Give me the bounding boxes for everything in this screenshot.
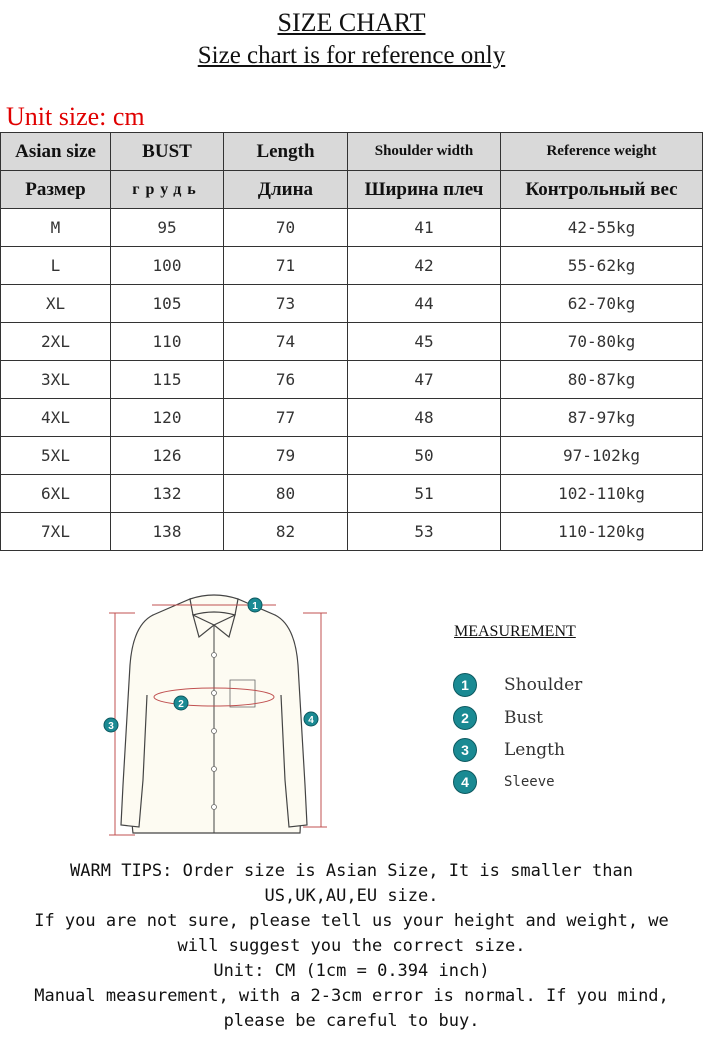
table-cell: 5XL [1,437,111,475]
measurement-heading: MEASUREMENT [454,623,576,640]
header-row-ru [1,171,703,209]
header-cell: Длина [224,171,348,209]
table-cell: 100 [111,247,224,285]
table-cell: 42 [348,247,501,285]
table-cell: L [1,247,111,285]
table-cell: XL [1,285,111,323]
number-badge-icon: 1 [453,673,477,697]
number-badge-icon: 2 [453,706,477,730]
table-cell: 126 [111,437,224,475]
table-cell: M [1,209,111,247]
warm-tips [0,859,703,1034]
unit-label: Unit size: cm [6,102,145,131]
table-row [1,437,703,475]
table-cell: 47 [348,361,501,399]
legend-label: Bust [504,708,543,728]
table-cell: 79 [224,437,348,475]
size-table [0,132,703,551]
table-cell: 6XL [1,475,111,513]
legend-item-length [453,738,565,762]
table-row [1,247,703,285]
table-cell: 74 [224,323,348,361]
header-cell: Shoulder width [348,133,501,171]
table-cell: 51 [348,475,501,513]
table-cell: 55-62kg [501,247,703,285]
table-cell: 70 [224,209,348,247]
table-cell: 45 [348,323,501,361]
tip-line: Unit: CM (1cm = 0.394 inch) [213,961,490,981]
table-cell: 70-80kg [501,323,703,361]
table-cell: 76 [224,361,348,399]
table-cell: 115 [111,361,224,399]
table-row [1,323,703,361]
tip-line: will suggest you the correct size. [177,936,526,956]
table-cell: 97-102kg [501,437,703,475]
marker-1: 1 [252,601,258,612]
table-row [1,285,703,323]
page-title: SIZE CHART [277,8,426,37]
table-cell: 132 [111,475,224,513]
table-cell: 71 [224,247,348,285]
table-cell: 41 [348,209,501,247]
tip-line: WARM TIPS: Order size is Asian Size, It is smaller than [70,861,633,881]
table-cell: 62-70kg [501,285,703,323]
table-cell: 77 [224,399,348,437]
table-row [1,513,703,551]
marker-2: 2 [178,699,184,710]
table-cell: 50 [348,437,501,475]
table-cell: 3XL [1,361,111,399]
page-subtitle: Size chart is for reference only [197,42,506,69]
table-cell: 82 [224,513,348,551]
table-cell: 4XL [1,399,111,437]
table-row [1,209,703,247]
legend-item-shoulder [453,673,583,697]
tip-line: please be careful to buy. [223,1011,480,1031]
table-cell: 110 [111,323,224,361]
shirt-diagram [95,585,335,850]
header-cell: Asian size [1,133,111,171]
header-cell: Ширина плеч [348,171,501,209]
table-cell: 87-97kg [501,399,703,437]
table-cell: 7XL [1,513,111,551]
marker-3: 3 [108,721,114,732]
table-cell: 53 [348,513,501,551]
header-cell: грудь [111,171,224,209]
marker-4: 4 [308,715,314,726]
table-cell: 73 [224,285,348,323]
number-badge-icon: 3 [453,738,477,762]
tip-line: US,UK,AU,EU size. [264,886,439,906]
table-row [1,475,703,513]
table-cell: 120 [111,399,224,437]
tip-line: If you are not sure, please tell us your height and weight, we [34,911,669,931]
table-cell: 2XL [1,323,111,361]
legend-label: Shoulder [504,675,583,695]
header-cell: BUST [111,133,224,171]
header-cell: Контрольный вес [501,171,703,209]
table-cell: 80 [224,475,348,513]
legend-label: Length [504,740,565,760]
table-row [1,399,703,437]
table-cell: 138 [111,513,224,551]
table-cell: 105 [111,285,224,323]
table-cell: 95 [111,209,224,247]
header-cell: Length [224,133,348,171]
table-cell: 80-87kg [501,361,703,399]
table-cell: 44 [348,285,501,323]
table-cell: 102-110kg [501,475,703,513]
legend-item-sleeve [453,770,555,794]
table-cell: 48 [348,399,501,437]
header-cell: Размер [1,171,111,209]
tip-line: Manual measurement, with a 2-3cm error is normal. If you mind, [34,986,669,1006]
number-badge-icon: 4 [453,770,477,794]
legend-label: Sleeve [504,774,555,790]
header-cell: Reference weight [501,133,703,171]
table-cell: 42-55kg [501,209,703,247]
table-cell: 110-120kg [501,513,703,551]
table-row [1,361,703,399]
legend-item-bust [453,706,543,730]
header-row-en [1,133,703,171]
